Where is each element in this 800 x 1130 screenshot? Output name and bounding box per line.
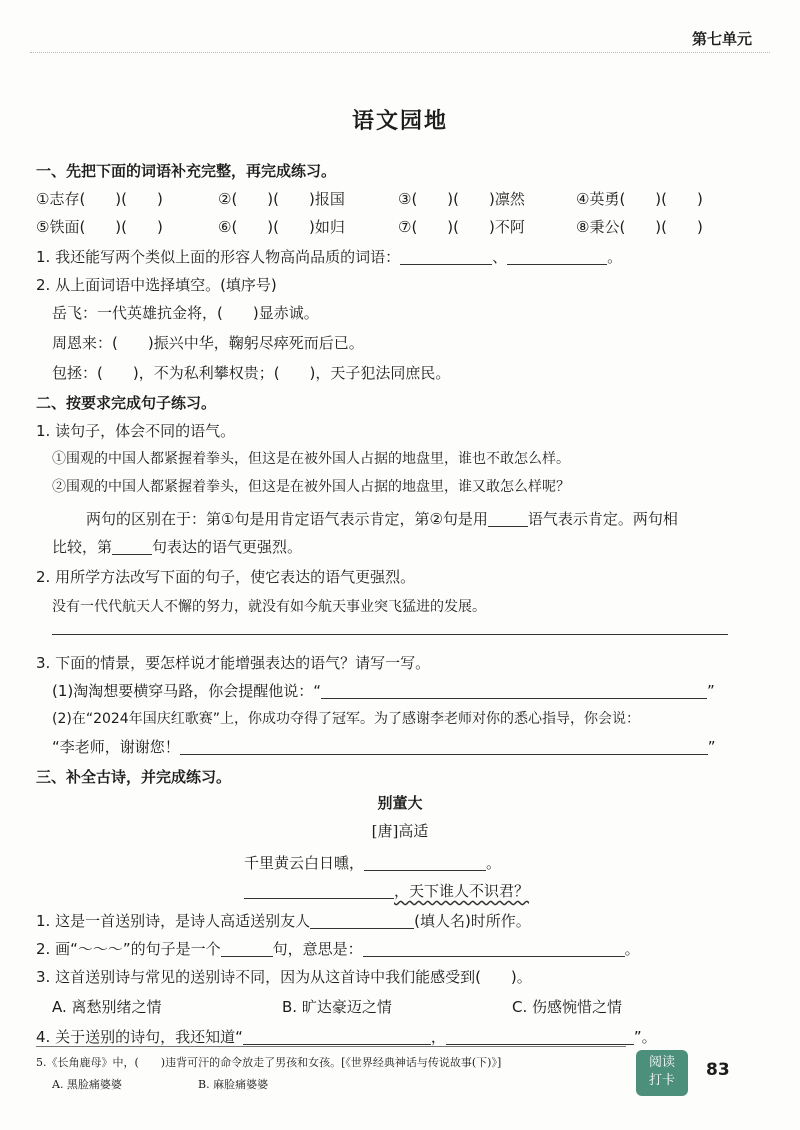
part3-question-2 [36, 938, 640, 959]
section-2-heading: 二、按要求完成句子练习。 [36, 394, 217, 412]
wavy-mark: ～～～ [77, 940, 123, 958]
fill-line-baozheng: 包拯：( )，不为私利攀权贵；( )，天子犯法同庶民。 [52, 364, 451, 382]
footer-divider [36, 1046, 626, 1047]
fill-line-zhouenlai: 周恩来：( )振兴中华，鞠躬尽瘁死而后已。 [52, 334, 364, 352]
option-c[interactable]: C. 伤感惋惜之情 [512, 998, 623, 1016]
section-3-heading: 三、补全古诗，并完成练习。 [36, 768, 232, 786]
part3-question-3: 3. 这首送别诗与常见的送别诗不同，因为从这首诗中我们能感受到( )。 [36, 968, 532, 986]
answer-blank[interactable] [400, 248, 492, 265]
scenario-text: “李老师，谢谢您！ [52, 738, 180, 756]
question-text: 1. 这是一首送别诗，是诗人高适送别友人 [36, 912, 311, 930]
badge-text: 打卡 [648, 1073, 675, 1088]
sentence-1: ①围观的中国人都紧握着拳头，但这是在被外国人占据的地盘里，谁也不敢怎么样。 [52, 451, 570, 467]
answer-blank[interactable] [488, 510, 528, 527]
poem-line-1 [244, 852, 501, 873]
scenario-1 [52, 680, 715, 701]
compare-text: 两句的区别在于：第①句是用肯定语气表示肯定，第②句是用 [86, 510, 488, 528]
compare-text: 语气表示肯定。两句相 [527, 510, 678, 528]
rewrite-sentence: 没有一代代航天人不懈的努力，就没有如今航天事业突飞猛进的发展。 [52, 599, 486, 615]
section-1-heading: 一、先把下面的词语补充完整，再完成练习。 [36, 162, 337, 180]
question-text: 4. 关于送别的诗句，我还知道“ [36, 1028, 243, 1046]
answer-blank[interactable] [310, 912, 414, 929]
option-b[interactable]: B. 旷达豪迈之情 [282, 998, 392, 1016]
reading-question-5: 5.《长角鹿母》中，( )违背可汗的命令放走了男孩和女孩。[《世界经典神话与传说故事(下)》] [36, 1056, 502, 1069]
reading-option-a[interactable]: A. 黑脸痛婆婆 [52, 1078, 122, 1091]
reading-option-b[interactable]: B. 麻脸痛婆婆 [198, 1078, 269, 1091]
poem-text: 。 [486, 854, 502, 872]
page-number: 83 [706, 1060, 730, 1080]
option-a[interactable]: A. 离愁别绪之情 [52, 998, 162, 1016]
page-title: 语文园地 [351, 109, 448, 134]
answer-blank[interactable] [321, 682, 707, 699]
answer-line[interactable] [52, 634, 728, 635]
end-mark: ”。 [633, 1028, 657, 1046]
part3-question-4 [36, 1026, 657, 1047]
question-text: 2. 画“ [36, 940, 78, 958]
idiom-1: ①志存( )( ) [36, 190, 163, 208]
unit-label: 第七单元 [691, 30, 752, 48]
compare-line-1 [86, 508, 678, 529]
answer-blank[interactable] [364, 854, 486, 871]
poem-text: ，天下谁人不识君？ [394, 882, 530, 900]
scenario-2: (2)在“2024年国庆红歌赛”上，你成功夺得了冠军。为了感谢李老师对你的悉心指导，你会说： [52, 711, 640, 727]
badge-text: 阅读 [648, 1055, 675, 1070]
separator: 、 [492, 248, 508, 266]
answer-blank[interactable] [446, 1028, 634, 1045]
part2-question-2: 2. 用所学方法改写下面的句子，使它表达的语气更强烈。 [36, 568, 416, 586]
scenario-text: (1)淘淘想要横穿马路，你会提醒他说：“ [52, 682, 322, 700]
quote-end: ” [707, 682, 715, 700]
compare-text: 比较，第 [52, 538, 113, 556]
part3-question-1 [36, 910, 531, 931]
idiom-5: ⑤铁面( )( ) [36, 218, 163, 236]
fill-line-yuefei: 岳飞：一代英雄抗金将，( )显赤诚。 [52, 304, 319, 322]
compare-line-2 [52, 536, 302, 557]
question-text: 句，意思是： [272, 940, 363, 958]
part2-question-3: 3. 下面的情景，要怎样说才能增强表达的语气？请写一写。 [36, 654, 431, 672]
idiom-2: ②( )( )报国 [218, 190, 345, 208]
answer-blank[interactable] [244, 882, 394, 899]
answer-blank[interactable] [243, 1028, 431, 1045]
reading-checkin-badge[interactable] [636, 1050, 688, 1096]
sentence-2: ②围观的中国人都紧握着拳头，但这是在被外国人占据的地盘里，谁又敢怎么样呢？ [52, 479, 570, 495]
question-text: 1. 我还能写两个类似上面的形容人物高尚品质的词语： [36, 248, 401, 266]
end-mark: 。 [607, 248, 623, 266]
question-text: ”的句子是一个 [122, 940, 221, 958]
answer-blank[interactable] [112, 538, 152, 555]
idiom-4: ④英勇( )( ) [576, 190, 703, 208]
answer-blank[interactable] [221, 940, 273, 957]
part2-question-1: 1. 读句子，体会不同的语气。 [36, 422, 236, 440]
idiom-3: ③( )( )凛然 [398, 190, 525, 208]
answer-blank[interactable] [507, 248, 607, 265]
poem-line-2 [244, 880, 529, 901]
poem-title: 别董大 [377, 794, 423, 812]
poem-text: 千里黄云白日曛， [244, 854, 365, 872]
answer-blank[interactable] [363, 940, 625, 957]
part1-question-2: 2. 从上面词语中选择填空。(填序号) [36, 276, 277, 294]
scenario-2-answer [52, 736, 716, 757]
separator: ， [430, 1028, 446, 1046]
answer-blank[interactable] [180, 738, 708, 755]
idiom-8: ⑧秉公( )( ) [576, 218, 703, 236]
quote-end: ” [707, 738, 716, 756]
poem-author: [唐]高适 [371, 822, 429, 840]
end-mark: 。 [624, 940, 640, 958]
idiom-7: ⑦( )( )不阿 [398, 218, 525, 236]
compare-text: 句表达的语气更强烈。 [152, 538, 303, 556]
part1-question-1 [36, 246, 622, 267]
header-divider [30, 52, 770, 53]
idiom-6: ⑥( )( )如归 [218, 218, 345, 236]
question-text: (填人名)时所作。 [414, 912, 531, 930]
